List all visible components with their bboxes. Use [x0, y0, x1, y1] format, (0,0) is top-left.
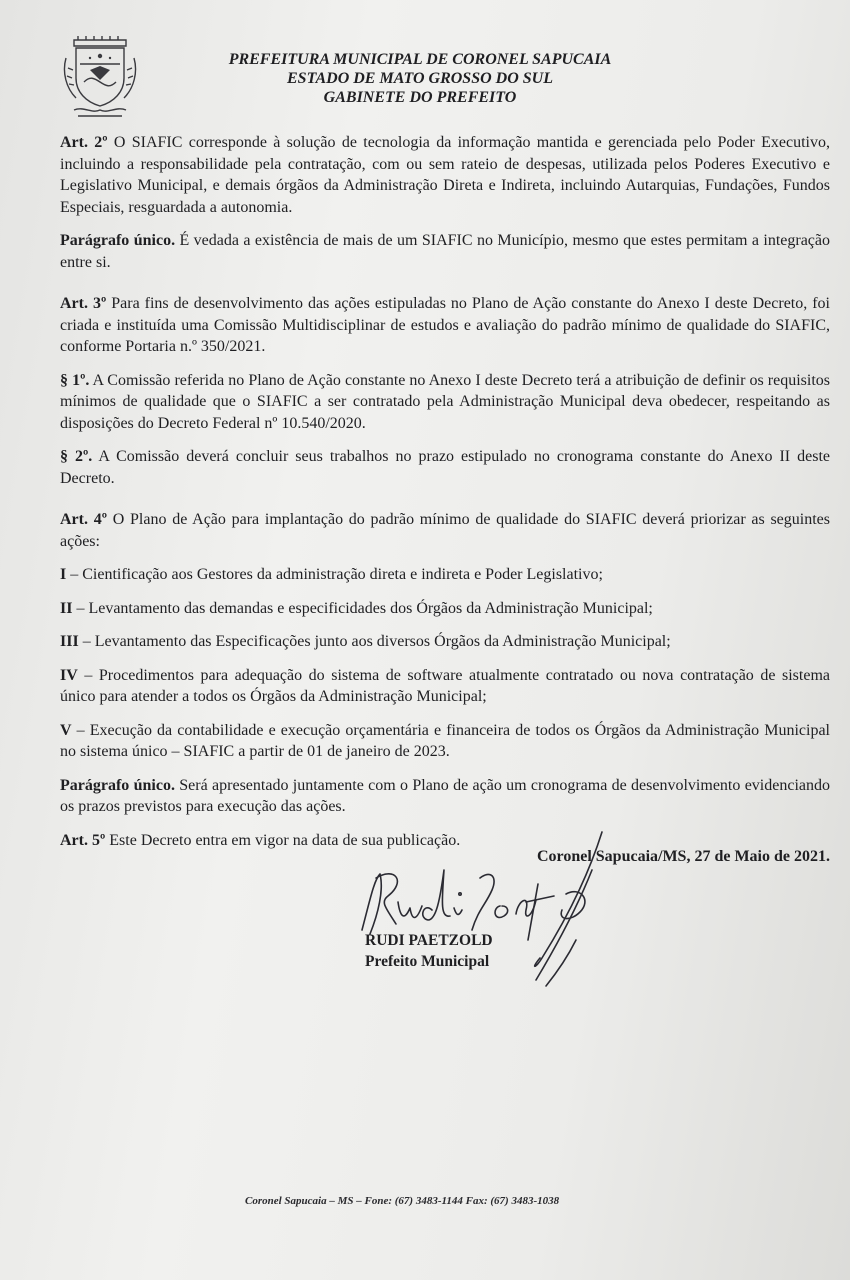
- article-2-sole-paragraph-label: Parágrafo único.: [60, 232, 176, 249]
- article-4-item-3-numeral: III: [60, 633, 79, 650]
- article-4-item-2-text: – Levantamento das demandas e especificidades dos Órgãos da Administração Municipal;: [72, 599, 653, 617]
- article-5-text: Este Decreto entra em vigor na data de sua publicação.: [105, 831, 461, 849]
- article-5-number: Art. 5º: [60, 831, 106, 849]
- article-4-item-4-numeral: IV: [60, 666, 78, 684]
- article-4-item-4: [60, 665, 830, 708]
- article-4-item-4-text: – Procedimentos para adequação do sistema de software atualmente contratado ou nova contratação de sistema único para atender a todos os Órgãos da Administração Municipal;: [60, 666, 830, 705]
- article-4-text: O Plano de Ação para implantação do padrão mínimo de qualidade do SIAFIC deverá priorizar as seguintes ações:: [60, 511, 830, 550]
- article-4-item-2: [60, 598, 830, 620]
- article-4-item-5: [60, 720, 830, 763]
- article-4-item-3-text: – Levantamento das Especificações junto aos diversos Órgãos da Administração Municipal;: [78, 633, 671, 650]
- article-3-paragraph-2-label: § 2º.: [60, 448, 93, 465]
- article-4-item-1-text: – Cientificação aos Gestores da administração direta e indireta e Poder Legislativo;: [66, 566, 603, 583]
- article-4-number: Art. 4º: [60, 511, 107, 528]
- article-3-text: Para fins de desenvolvimento das ações estipuladas no Plano de Ação constante do Anexo I deste Decreto, foi criada e instituída uma Comissão Multidisciplinar de estudos e avaliação do padrão mínimo de qualidade do SIAFIC, conforme Portaria n.º 350/2021.: [60, 295, 830, 355]
- article-2: [60, 132, 830, 218]
- office-name: GABINETE DO PREFEITO: [323, 89, 517, 106]
- footer-contact: Coronel Sapucaia – MS – Fone: (67) 3483-1144 Fax: (67) 3483-1038: [245, 1195, 560, 1207]
- article-4: [60, 509, 830, 552]
- municipal-coat-of-arms-icon: [60, 34, 140, 120]
- article-3-paragraph-1-label: § 1º.: [60, 371, 90, 389]
- municipality-name: PREFEITURA MUNICIPAL DE CORONEL SAPUCAIA: [228, 51, 612, 68]
- signatory-name: RUDI PAETZOLD: [365, 932, 493, 949]
- article-4-item-5-text: – Execução da contabilidade e execução orçamentária e financeira de todos os Órgãos da Administração Municipal no sistema único – SIAFIC a partir de 01 de janeiro de 2023.: [60, 721, 830, 760]
- article-3-paragraph-1-text: A Comissão referida no Plano de Ação constante no Anexo I deste Decreto terá a atribuição de definir os requisitos mínimos de qualidade que o SIAFIC a ser contratado pela Administração Municipal deva obedecer, respeitando as disposições do Decreto Federal nº 10.540/2020.: [60, 371, 831, 432]
- decree-body: [60, 132, 830, 863]
- article-4-item-5-numeral: V: [60, 721, 72, 739]
- article-4-item-1: [60, 564, 830, 586]
- article-3: [60, 293, 830, 358]
- article-4-item-1-numeral: I: [60, 566, 67, 583]
- article-2-number: Art. 2º: [60, 134, 108, 151]
- article-2-sole-paragraph: [60, 230, 830, 273]
- place-and-date: Coronel Sapucaia/MS, 27 de Maio de 2021.: [536, 848, 830, 865]
- signatory-title: Prefeito Municipal: [365, 953, 490, 970]
- article-4-sole-paragraph-text: Será apresentado juntamente com o Plano de ação um cronograma de desenvolvimento evidenciando os prazos previstos para execução das ações.: [60, 776, 830, 815]
- article-3-paragraph-2: [60, 446, 830, 489]
- article-4-sole-paragraph: [60, 775, 830, 818]
- article-2-text: O SIAFIC corresponde à solução de tecnologia da informação mantida e gerenciada pelo Poder Executivo, incluindo a responsabilidade pela contratação, com ou sem rateio de despesas, utilizada pelos Poderes Executivo e Legislativo Municipal, e demais órgãos da Administração Direta e Indireta, incluindo Autarquias, Fundações, Fundos Especiais, resguardada a autonomia.: [60, 134, 830, 216]
- letterhead: [60, 30, 840, 120]
- article-4-sole-paragraph-label: Parágrafo único.: [60, 776, 175, 794]
- signatory-block: [365, 930, 493, 972]
- article-2-sole-paragraph-text: É vedada a existência de mais de um SIAFIC no Município, mesmo que estes permitam a integração entre si.: [60, 232, 830, 271]
- state-name: ESTADO DE MATO GROSSO DO SUL: [287, 70, 553, 87]
- article-3-paragraph-2-text: A Comissão deverá concluir seus trabalhos no prazo estipulado no cronograma constante do Anexo II deste Decreto.: [60, 448, 831, 487]
- letterhead-titles: [190, 50, 650, 107]
- article-4-item-3: [60, 631, 830, 653]
- article-3-number: Art. 3º: [60, 295, 107, 312]
- article-3-paragraph-1: [60, 370, 830, 435]
- article-4-item-2-numeral: II: [60, 599, 73, 617]
